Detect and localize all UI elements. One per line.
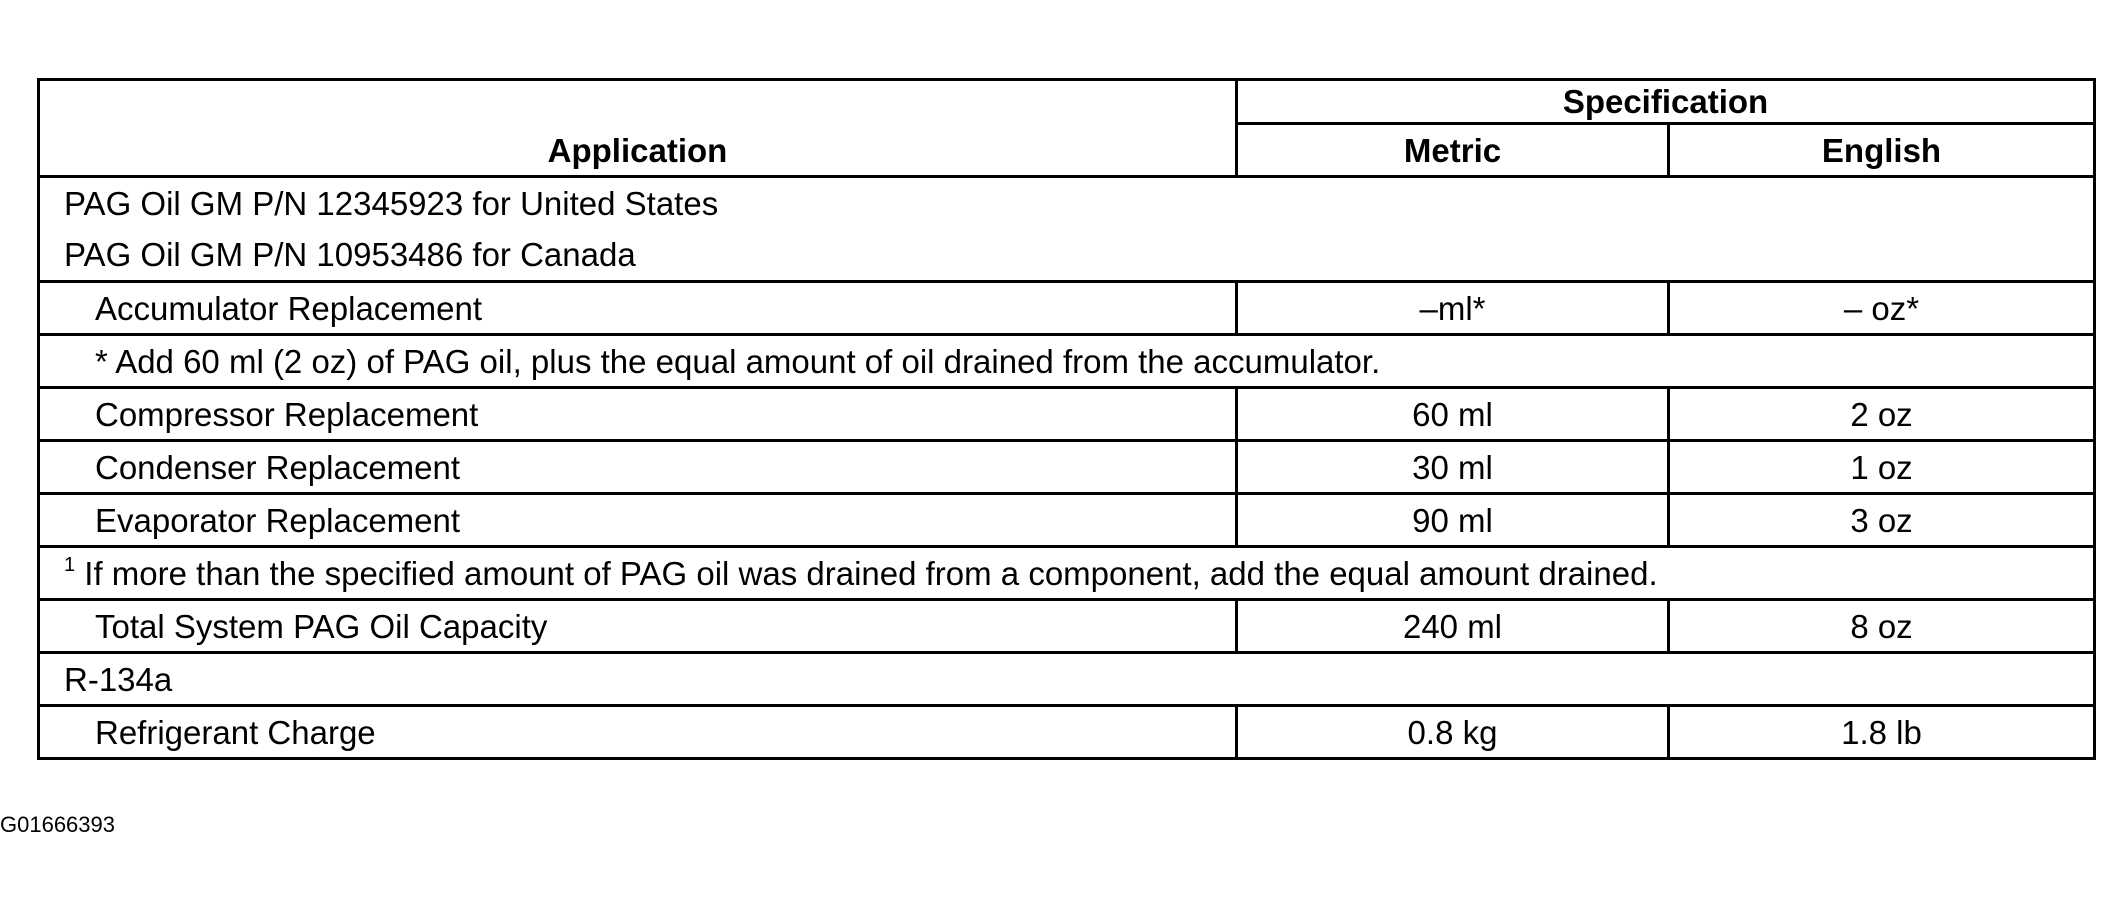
drained-note <box>39 547 2095 600</box>
table-row <box>39 706 2095 759</box>
row-metric: 240 ml <box>1237 600 1669 653</box>
row-metric: 0.8 kg <box>1237 706 1669 759</box>
row-metric: 90 ml <box>1237 494 1669 547</box>
row-metric: 60 ml <box>1237 388 1669 441</box>
row-english: 3 oz <box>1669 494 2095 547</box>
specification-table <box>37 78 2096 760</box>
accumulator-note: * Add 60 ml (2 oz) of PAG oil, plus the equal amount of oil drained from the accumulator. <box>39 335 2095 388</box>
pag-oil-section <box>39 177 2095 282</box>
english-header: English <box>1669 124 2095 177</box>
header-row-top <box>39 80 2095 124</box>
pag-oil-canada: PAG Oil GM P/N 10953486 for Canada <box>64 236 636 273</box>
table-row <box>39 441 2095 494</box>
figure-id: G01666393 <box>0 812 115 837</box>
row-application: Condenser Replacement <box>39 441 1237 494</box>
row-application: Total System PAG Oil Capacity <box>39 600 1237 653</box>
row-application: Evaporator Replacement <box>39 494 1237 547</box>
row-english: 2 oz <box>1669 388 2095 441</box>
pag-oil-us: PAG Oil GM P/N 12345923 for United States <box>64 185 719 222</box>
table-row <box>39 600 2095 653</box>
table-row <box>39 282 2095 335</box>
row-metric: –ml* <box>1237 282 1669 335</box>
refrigerant-section-row <box>39 653 2095 706</box>
drained-note-row <box>39 547 2095 600</box>
row-application: Compressor Replacement <box>39 388 1237 441</box>
application-header: Application <box>39 80 1237 177</box>
specification-header: Specification <box>1237 80 2095 124</box>
row-english: 1 oz <box>1669 441 2095 494</box>
refrigerant-type: R-134a <box>39 653 2095 706</box>
pag-oil-section-row <box>39 177 2095 282</box>
footnote-marker: 1 <box>64 553 76 576</box>
row-english: 8 oz <box>1669 600 2095 653</box>
drained-note-text: If more than the specified amount of PAG oil was drained from a component, add the equal amount drained. <box>75 554 1658 592</box>
row-metric: 30 ml <box>1237 441 1669 494</box>
row-application: Refrigerant Charge <box>39 706 1237 759</box>
table-row <box>39 494 2095 547</box>
metric-header: Metric <box>1237 124 1669 177</box>
table-row <box>39 388 2095 441</box>
accumulator-note-row <box>39 335 2095 388</box>
row-english: – oz* <box>1669 282 2095 335</box>
row-application: Accumulator Replacement <box>39 282 1237 335</box>
row-english: 1.8 lb <box>1669 706 2095 759</box>
